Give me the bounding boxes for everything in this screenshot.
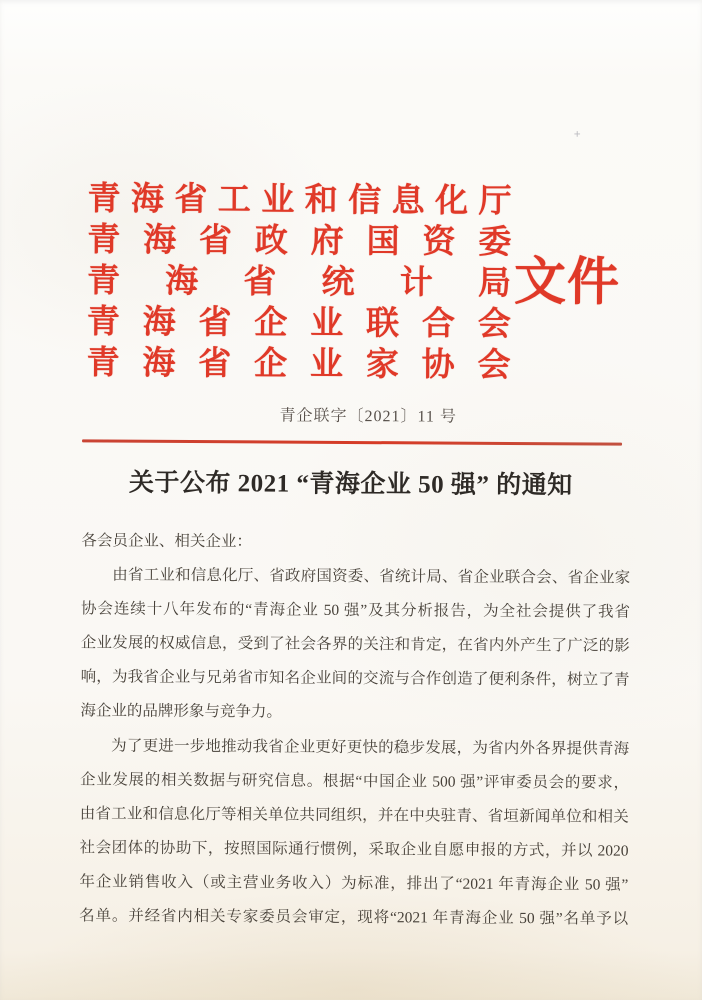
body-text-line: 年企业销售收入（或主营业务收入）为标准，排出了“2021 年青海企业 50 强” [79, 873, 629, 894]
body-text-line: 协会连续十八年发布的“青海企业 50 强”及其分析报告，为全社会提供了我省 [80, 600, 631, 621]
letterhead-agency-list [86, 179, 511, 387]
body-text-line: 由省工业和信息化厅等相关单位共同组织，并在中央驻青、省垣新闻单位和相关 [79, 805, 629, 826]
body-text-line: 海企业的品牌形象与竞争力。 [80, 702, 282, 721]
letterhead-red-rule [82, 439, 622, 445]
letterhead-agency-line: 青海省企业联合会 [86, 304, 511, 343]
body-paragraph-2 [79, 729, 629, 936]
body-text-line: 由省工业和信息化厅、省政府国资委、省统计局、省企业联合会、省企业家 [112, 566, 631, 587]
body-text-line: 企业发展的权威信息，受到了社会各界的关注和肯定，在省内外产生了广泛的影 [80, 634, 630, 655]
salutation-line: 各会员企业、相关企业： [81, 532, 253, 551]
body-text-line: 响，为我省企业与兄弟省市知名企业间的交流与合作创造了便利条件，树立了青 [80, 668, 630, 689]
letterhead-agency-line: 青海省企业家协会 [86, 345, 511, 384]
body-text-line: 社会团体的协助下，按照国际通行惯例，采取企业自愿申报的方式，并以 2020 [79, 839, 629, 860]
document-title: 关于公布 2021 “青海企业 50 强” 的通知 [128, 469, 573, 500]
letterhead-agency-line: 青海省政府国资委 [87, 222, 512, 261]
body-paragraph-1 [80, 558, 630, 731]
body-text-line: 企业发展的相关数据与研究信息。根据“中国企业 500 强”评审委员会的要求， [79, 771, 630, 792]
scan-dust-mark: + [573, 127, 581, 141]
document-reference-number: 青企联字〔2021〕11 号 [279, 407, 457, 426]
letterhead-agency-line: 青海省统计局 [86, 263, 512, 302]
letterhead-agency-line: 青海省工业和信息化厅 [87, 181, 512, 220]
body-text-line: 为了更进一步地推动我省企业更好更快的稳步发展，为省内外各界提供青海 [111, 737, 630, 758]
letterhead-doc-type-label: 文件 [513, 253, 621, 312]
body-text-line: 名单。并经省内相关专家委员会审定，现将“2021 年青海企业 50 强”名单予以 [79, 907, 629, 928]
